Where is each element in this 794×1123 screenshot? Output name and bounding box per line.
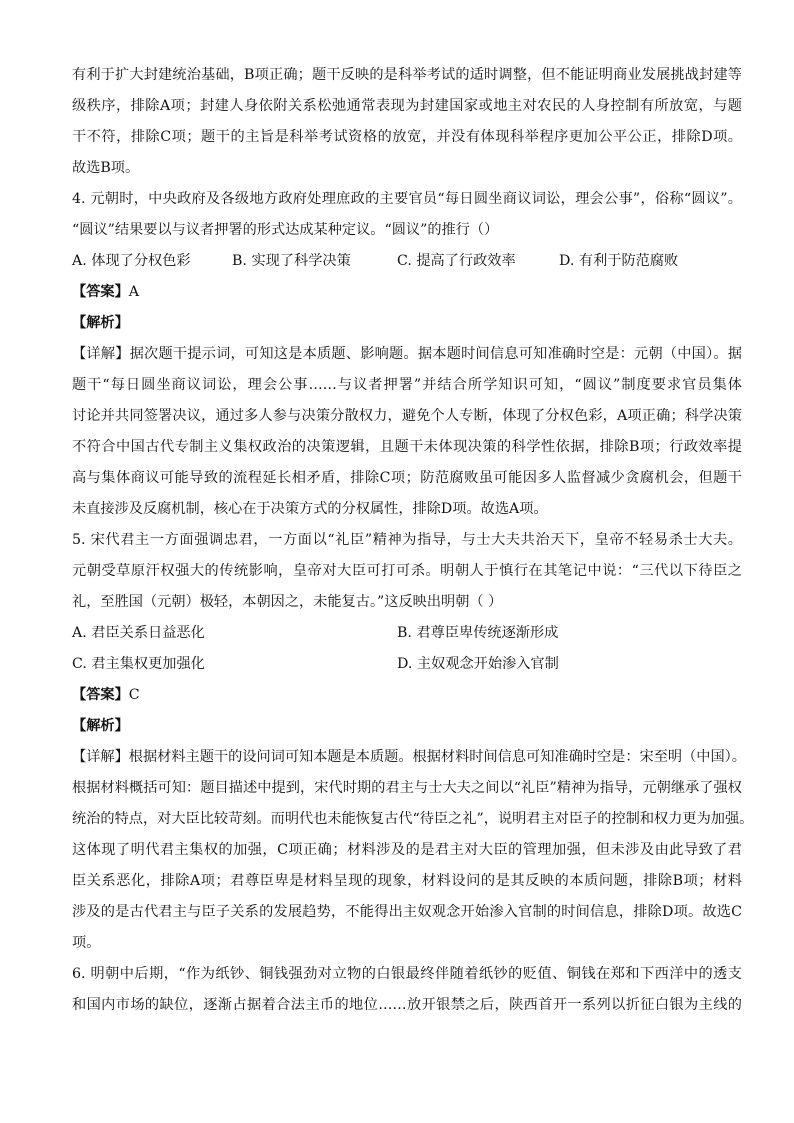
text-line: 项。	[72, 935, 101, 951]
text-line: 根据材料概括可知：题目描述中提到，宋代时期的君主与士大夫之间以“礼臣”精神为指导，元朝继承了强权	[72, 780, 742, 796]
question-stem-line: 5. 宋代君主一方面强调忠君，一方面以“礼臣”精神为指导，与士大夫共治天下，皇帝不轻易杀士大夫。	[72, 532, 742, 548]
option-c: C. 君主集权更加强化	[72, 656, 205, 672]
text-line: 臣关系恶化，排除A项；君尊臣卑是材料呈现的现象，材料设问的是其反映的本质问题，排除B项；材料	[72, 873, 742, 889]
question-stem-line: 和国内市场的缺位，逐渐占据着合法主币的地位……放开银禁之后，陕西首开一系列以折征白银为主线的	[72, 997, 742, 1013]
question-stem-line: 元朝受草原汗权强大的传统影响，皇帝对大臣可打可杀。明朝人于慎行在其笔记中说：“三代以下待臣之	[72, 563, 742, 579]
question-stem-line: 4. 元朝时，中央政府及各级地方政府处理庶政的主要官员“每日圆坐商议词讼，理会公事”，俗称“圆议”。	[72, 191, 742, 207]
question-stem-line: 6. 明朝中后期，“作为纸钞、铜钱强劲对立物的白银最终伴随着纸钞的贬值、铜钱在郑和下西洋中的透支	[72, 966, 742, 982]
option-a: A. 体现了分权色彩	[72, 253, 191, 269]
text-line: 有利于扩大封建统治基础，B项正确；题干反映的是科举考试的适时调整，但不能证明商业发展挑战封建等	[72, 67, 742, 83]
option-d: D. 有利于防范腐败	[559, 253, 679, 269]
options-row	[72, 649, 742, 680]
text-line: 涉及的是古代君主与臣子关系的发展趋势，不能得出主奴观念开始渗入官制的时间信息，排除D项。故选C	[72, 904, 742, 920]
text-line: 未直接涉及反腐机制，核心在于决策方式的分权属性，排除D项。故选A项。	[72, 501, 548, 517]
option-b: B. 实现了科学决策	[232, 253, 351, 269]
option-d: D. 主奴观念开始渗入官制	[397, 656, 559, 672]
question-5	[72, 525, 754, 959]
text-line: 不符合中国古代专制主义集权政治的决策逻辑，且题干未体现决策的科学性依据，排除B项；行政效率提	[72, 439, 742, 455]
question-4	[72, 184, 742, 525]
question-6	[72, 959, 742, 1021]
paragraph-q3-analysis-continued	[72, 60, 742, 184]
answer-line	[72, 680, 742, 711]
option-c: C. 提高了行政效率	[397, 253, 516, 269]
text-line: 【详解】根据材料主题干的设问词可知本题是本质题。根据材料时间信息可知准确时空是：宋至明（中国）。	[72, 749, 746, 765]
detail-paragraph	[72, 742, 754, 959]
question-stem-line: “圆议”结果要以与议者押署的形式达成某种定议。“圆议”的推行（）	[72, 222, 499, 238]
text-line: 这体现了明代君主集权的加强，C项正确；材料涉及的是君主对大臣的管理加强，但未涉及由此导致了君	[72, 842, 742, 858]
text-line: 故选B项。	[72, 160, 140, 176]
options-row	[72, 618, 742, 649]
analysis-label: 【解析】	[72, 718, 129, 734]
answer-label: 【答案】	[72, 284, 129, 300]
text-line: 级秩序，排除A项；封建人身依附关系松弛通常表现为封建国家或地主对农民的人身控制有所放宽，与题	[72, 98, 742, 114]
answer-line	[72, 277, 742, 308]
options-row	[72, 246, 742, 277]
text-line: 干不符，排除C项；题干的主旨是科举考试资格的放宽，并没有体现科举程序更加公平公正，排除D项。	[72, 129, 742, 145]
document-page	[72, 60, 754, 1021]
text-line: 高与集体商议可能导致的流程延长相矛盾，排除C项；防范腐败虽可能因多人监督减少贪腐机会，但题干	[72, 470, 742, 486]
text-line: 讨论并共同签署决议，通过多人参与决策分散权力，避免个人专断，体现了分权色彩，A项正确；科学决策	[72, 408, 742, 424]
answer-label: 【答案】	[72, 687, 129, 703]
text-line: 题干“每日圆坐商议词讼，理会公事……与议者押署”并结合所学知识可知，“圆议”制度要求官员集体	[72, 377, 742, 393]
answer-value: A	[128, 284, 140, 300]
analysis-label: 【解析】	[72, 315, 129, 331]
text-line: 【详解】据次题干提示词，可知这是本质题、影响题。据本题时间信息可知准确时空是：元朝（中国）。据	[72, 346, 742, 362]
text-line: 统治的特点，对大臣比较苛刻。而明代也未能恢复古代“待臣之礼”，说明君主对臣子的控制和权力更为加强。	[72, 811, 754, 827]
question-stem-line: 礼，至胜国（元朝）极轻，本朝因之，未能复古。”这反映出明朝（ ）	[72, 594, 503, 610]
answer-value: C	[128, 687, 140, 703]
detail-paragraph	[72, 339, 742, 525]
option-b: B. 君尊臣卑传统逐渐形成	[397, 625, 559, 641]
option-a: A. 君臣关系日益恶化	[72, 625, 205, 641]
